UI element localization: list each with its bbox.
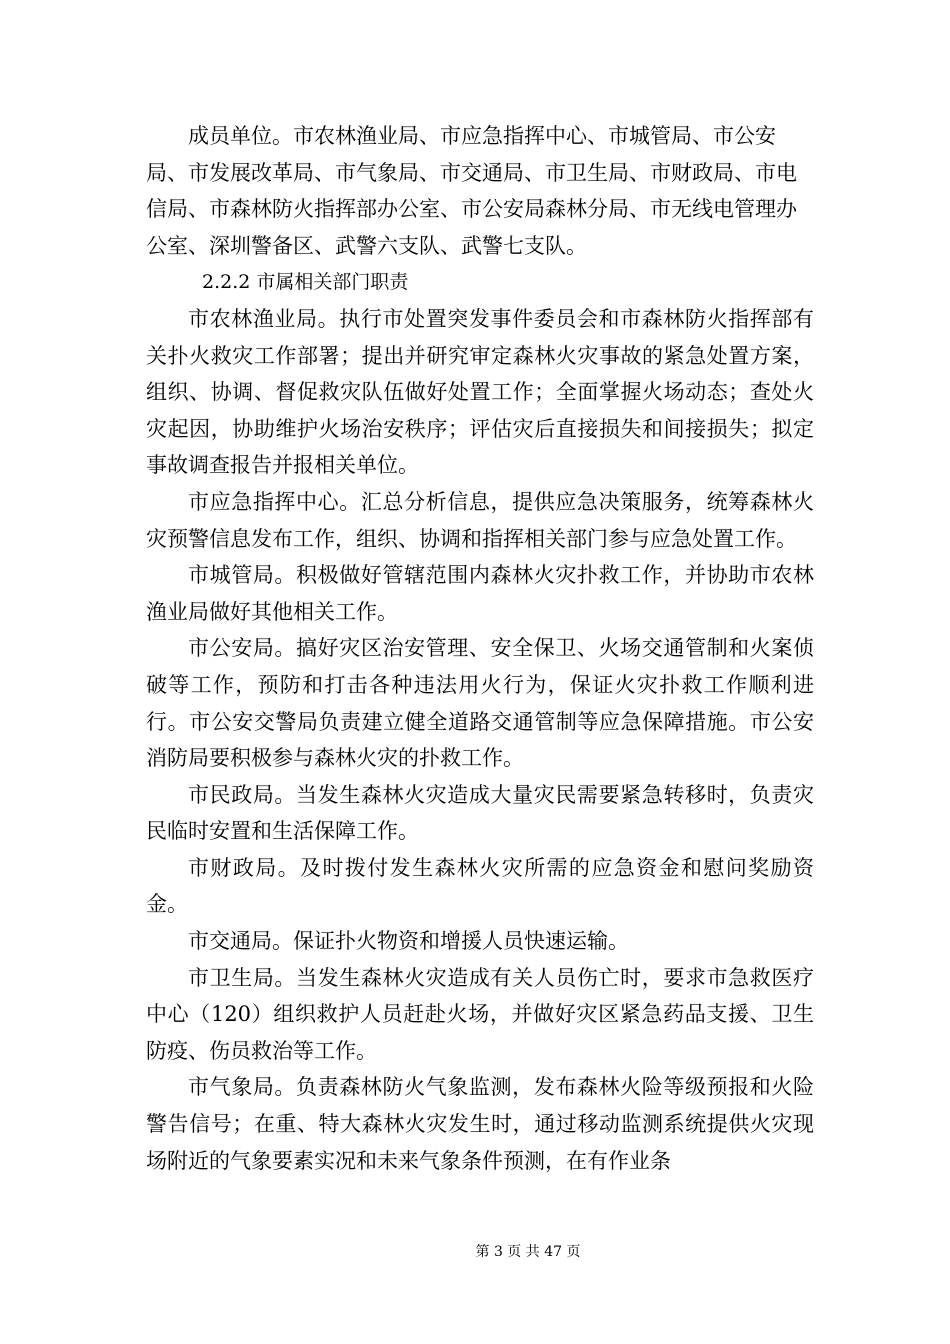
paragraph-civil-affairs: 市民政局。当发生森林火灾造成大量灾民需要紧急转移时，负责灾民临时安置和生活保障工作。 bbox=[146, 782, 814, 844]
document-body bbox=[146, 118, 814, 1179]
paragraph-member-units: 成员单位。市农林渔业局、市应急指挥中心、市城管局、市公安局、市发展改革局、市气象局、市交通局、市卫生局、市财政局、市电信局、市森林防火指挥部办公室、市公安局森林分局、市无线电管理办公室、深圳警备区、武警六支队、武警七支队。 bbox=[146, 124, 797, 258]
paragraph-health-bureau: 市卫生局。当发生森林火灾造成有关人员伤亡时，要求市急救医疗中心（120）组织救护人员赶赴火场，并做好灾区紧急药品支援、卫生防疫、伤员救治等工作。 bbox=[146, 965, 814, 1063]
section-heading: 2.2.2 市属相关部门职责 bbox=[202, 271, 409, 294]
paragraph-finance-bureau: 市财政局。及时拨付发生森林火灾所需的应急资金和慰问奖励资金。 bbox=[146, 855, 814, 917]
paragraph-public-security: 市公安局。搞好灾区治安管理、安全保卫、火场交通管制和火案侦破等工作，预防和打击各种违法用火行为，保证火灾扑救工作顺利进行。市公安交警局负责建立健全道路交通管制等应急保障措施。市公安消防局要积极参与森林火灾的扑救工作。 bbox=[146, 636, 814, 771]
paragraph-emergency-center: 市应急指挥中心。汇总分析信息，提供应急决策服务，统筹森林火灾预警信息发布工作，组织、协调和指挥相关部门参与应急处置工作。 bbox=[146, 489, 814, 551]
paragraph-urban-management: 市城管局。积极做好管辖范围内森林火灾扑救工作，并协助市农林渔业局做好其他相关工作。 bbox=[146, 563, 814, 624]
paragraph-transport-bureau: 市交通局。保证扑火物资和增援人员快速运输。 bbox=[188, 929, 629, 954]
paragraph-agriculture-bureau: 市农林渔业局。执行市处置突发事件委员会和市森林防火指挥部有关扑火救灾工作部署；提出并研究审定森林火灾事故的紧急处置方案，组织、协调、督促救灾队伍做好处置工作；全面掌握火场动态；查处火灾起因，协助维护火场治安秩序；评估灾后直接损失和间接损失；拟定事故调查报告并报相关单位。 bbox=[146, 306, 814, 478]
paragraph-meteorology-bureau: 市气象局。负责森林防火气象监测，发布森林火险等级预报和火险警告信号；在重、特大森林火灾发生时，通过移动监测系统提供火灾现场附近的气象要素实况和未来气象条件预测，在有作业条 bbox=[146, 1075, 814, 1173]
page-number-footer: 第 3 页 共 47 页 bbox=[475, 1244, 581, 1260]
